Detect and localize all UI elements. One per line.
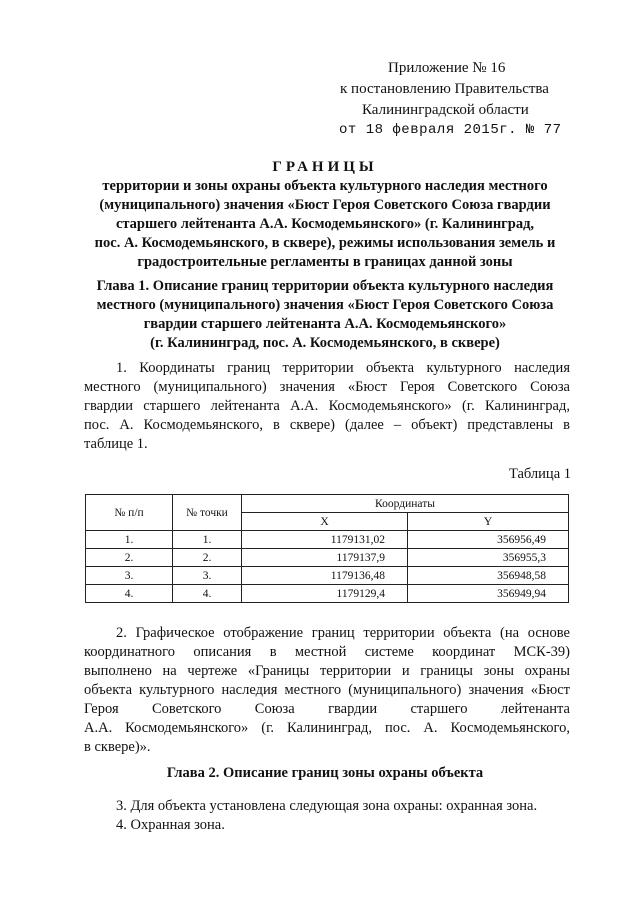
subtitle-line: пос. А. Космодемьянского, в сквере), режимы использования земель и: [94, 235, 556, 251]
para2-line: в сквере)».: [84, 739, 151, 755]
appendix-region: Калининградской области: [362, 102, 529, 118]
header-x: X: [242, 513, 408, 531]
cell-x: 1179137,9: [242, 549, 408, 567]
cell-point: 1.: [173, 531, 242, 549]
para1-line: пос. А. Космодемьянского, в сквере) (далее – объект) представлены в: [84, 417, 570, 433]
cell-number: 3.: [86, 567, 173, 585]
header-number: № п/п: [86, 495, 173, 531]
chapter1-heading: [60, 277, 590, 353]
header-y: Y: [408, 513, 569, 531]
subtitle-line: территории и зоны охраны объекта культурного наследия местного: [102, 178, 548, 194]
para2-line: координатного описания в местной системе координат МСК-39): [84, 644, 570, 660]
appendix-number: Приложение № 16: [388, 60, 506, 76]
chapter1-line: местного (муниципального) значения «Бюст Героя Советского Союза: [96, 297, 554, 313]
appendix-decree: к постановлению Правительства: [340, 81, 549, 97]
table-row: [86, 531, 569, 549]
subtitle-line: старшего лейтенанта А.А. Космодемьянского» (г. Калининград,: [115, 216, 535, 232]
paragraph-4: [84, 816, 570, 835]
document-subtitle: [60, 177, 590, 272]
table-row: [86, 567, 569, 585]
para2-line: 2. Графическое отображение границ территории объекта (на основе: [116, 625, 570, 641]
cell-x: 1179131,02: [242, 531, 408, 549]
cell-number: 1.: [86, 531, 173, 549]
table-header-row: [86, 495, 569, 513]
table-row: [86, 585, 569, 603]
cell-point: 4.: [173, 585, 242, 603]
chapter1-line: (г. Калининград, пос. А. Космодемьянского, в сквере): [150, 335, 500, 351]
para1-line: таблице 1.: [84, 436, 148, 452]
cell-x: 1179129,4: [242, 585, 408, 603]
para2-line: выполнено на чертеже «Границы территории и границы зоны охраны: [84, 663, 570, 679]
document-title: ГРАНИЦЫ: [272, 159, 378, 175]
para1-line: 1. Координаты границ территории объекта культурного наследия: [116, 360, 570, 376]
paragraph-3: [84, 797, 570, 816]
cell-number: 4.: [86, 585, 173, 603]
para2-line: А.А. Космодемьянского» (г. Калининград, пос. А. Космодемьянского,: [84, 720, 570, 736]
cell-number: 2.: [86, 549, 173, 567]
para1-line: местного (муниципального) значения «Бюст Героя Советского Союза: [84, 379, 570, 395]
cell-y: 356955,3: [408, 549, 569, 567]
appendix-date-stamp: от 18 февраля 2015г. № 77: [339, 122, 562, 138]
table-row: [86, 549, 569, 567]
subtitle-line: градостроительные регламенты в границах данной зоны: [137, 254, 513, 270]
chapter1-line: Глава 1. Описание границ территории объекта культурного наследия: [96, 278, 554, 294]
para3-text: 3. Для объекта установлена следующая зона охраны: охранная зона.: [116, 798, 538, 814]
cell-y: 356948,58: [408, 567, 569, 585]
cell-point: 2.: [173, 549, 242, 567]
header-coordinates: Координаты: [242, 495, 569, 513]
header-point: № точки: [173, 495, 242, 531]
cell-x: 1179136,48: [242, 567, 408, 585]
para2-line: объекта культурного наследия местного (муниципального) значения «Бюст: [84, 682, 570, 698]
cell-y: 356949,94: [408, 585, 569, 603]
coordinates-table: [85, 494, 569, 603]
para2-line: Героя Советского Союза гвардии старшего лейтенанта: [84, 701, 570, 717]
table-caption: Таблица 1: [508, 466, 571, 482]
chapter1-line: гвардии старшего лейтенанта А.А. Космодемьянского»: [143, 316, 507, 332]
cell-y: 356956,49: [408, 531, 569, 549]
cell-point: 3.: [173, 567, 242, 585]
subtitle-line: (муниципального) значения «Бюст Героя Советского Союза гвардии: [99, 197, 551, 213]
chapter2-heading: Глава 2. Описание границ зоны охраны объекта: [166, 765, 484, 781]
paragraph-1: [84, 359, 570, 454]
para4-text: 4. Охранная зона.: [116, 817, 225, 833]
para1-line: гвардии старшего лейтенанта А.А. Космодемьянского» (г. Калининград,: [84, 398, 570, 414]
paragraph-2: [84, 624, 570, 757]
